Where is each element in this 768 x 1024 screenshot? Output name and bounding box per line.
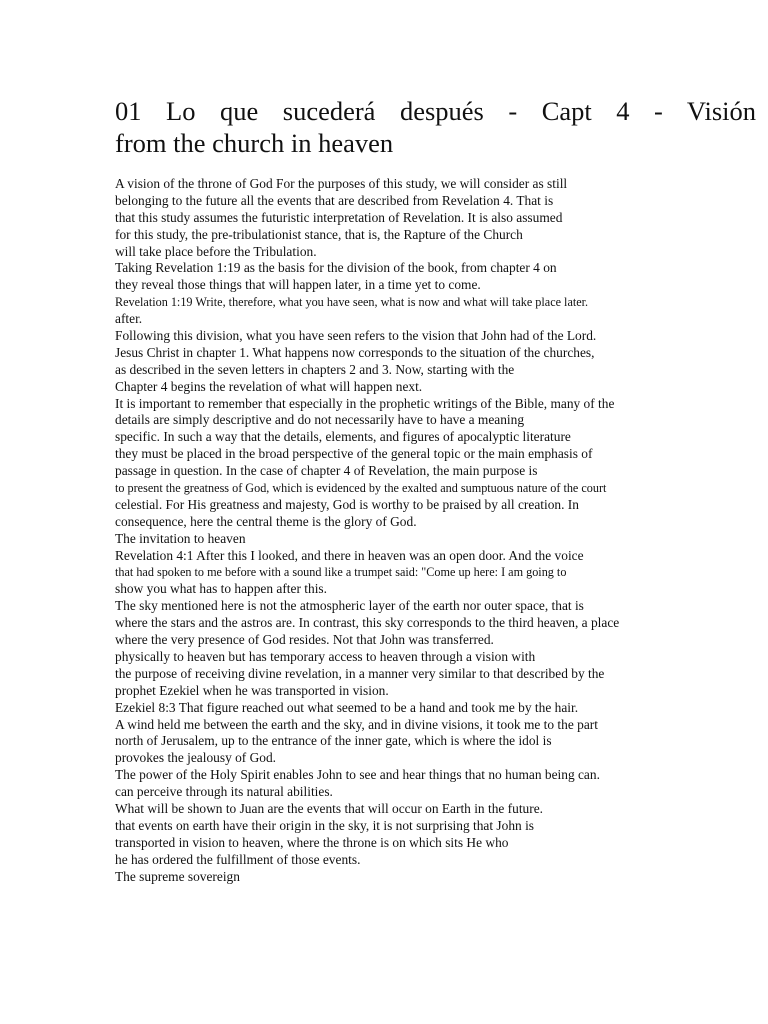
text-line: north of Jerusalem, up to the entrance of the inner gate, which is where the idol is (115, 733, 552, 749)
text-line: they must be placed in the broad perspective of the general topic or the main emphasis of (115, 446, 593, 462)
document-body (115, 176, 715, 885)
text-line: The power of the Holy Spirit enables John to see and hear things that no human being can. (115, 767, 600, 783)
text-line: What will be shown to Juan are the events that will occur on Earth in the future. (115, 800, 544, 816)
text-line: show you what has to happen after this. (115, 581, 327, 597)
text-line: he has ordered the fulfillment of those events. (115, 851, 361, 867)
text-line: transported in vision to heaven, where the throne is on which sits He who (115, 834, 509, 850)
text-line: Revelation 4:1 After this I looked, and there in heaven was an open door. And the voice (115, 547, 584, 563)
text-line: they reveal those things that will happen later, in a time yet to come. (115, 277, 481, 293)
text-line: the purpose of receiving divine revelation, in a manner very similar to that described by the (115, 665, 605, 681)
text-line: can perceive through its natural abilities. (115, 784, 333, 800)
text-line: The supreme sovereign (115, 868, 240, 884)
text-line: where the very presence of God resides. Not that John was transferred. (115, 632, 494, 648)
title-line: from the church in heaven (115, 128, 394, 158)
text-line: will take place before the Tribulation. (115, 243, 317, 259)
text-line: after. (115, 311, 143, 327)
text-line: Chapter 4 begins the revelation of what will happen next. (115, 378, 423, 394)
text-line: physically to heaven but has temporary access to heaven through a vision with (115, 648, 536, 664)
text-line: that had spoken to me before with a sound like a trumpet said: "Come up here: I am going to (115, 565, 567, 580)
text-line: prophet Ezekiel when he was transported in vision. (115, 682, 389, 698)
text-line: Following this division, what you have seen refers to the vision that John had of the Lord. (115, 328, 597, 344)
text-line: Revelation 1:19 Write, therefore, what you have seen, what is now and what will take place later. (115, 295, 589, 310)
page-title (115, 95, 756, 159)
text-line: for this study, the pre-tribulationist stance, that is, the Rapture of the Church (115, 226, 523, 242)
text-line: The invitation to heaven (115, 530, 246, 546)
text-line: that this study assumes the futuristic interpretation of Revelation. It is also assumed (115, 209, 563, 225)
text-line: as described in the seven letters in chapters 2 and 3. Now, starting with the (115, 361, 515, 377)
text-line: Ezekiel 8:3 That figure reached out what seemed to be a hand and took me by the hair. (115, 699, 579, 715)
text-line: celestial. For His greatness and majesty, God is worthy to be praised by all creation. In (115, 496, 579, 512)
text-line: provokes the jealousy of God. (115, 750, 277, 766)
text-line: A wind held me between the earth and the sky, and in divine visions, it took me to the part (115, 716, 598, 732)
text-line: The sky mentioned here is not the atmospheric layer of the earth nor outer space, that is (115, 598, 584, 614)
text-line: Taking Revelation 1:19 as the basis for the division of the book, from chapter 4 on (115, 260, 557, 276)
text-line: details are simply descriptive and do not necessarily have to have a meaning (115, 412, 525, 428)
text-line: where the stars and the astros are. In contrast, this sky corresponds to the third heaven, a place (115, 615, 620, 631)
title-line: 01 Lo que sucederá después - Capt 4 - Visión (115, 96, 756, 126)
text-line: It is important to remember that especially in the prophetic writings of the Bible, many of the (115, 395, 615, 411)
text-line: consequence, here the central theme is the glory of God. (115, 513, 417, 529)
text-line: Jesus Christ in chapter 1. What happens now corresponds to the situation of the churches, (115, 344, 595, 360)
text-line: to present the greatness of God, which is evidenced by the exalted and sumptuous nature of the court (115, 481, 607, 496)
text-line: passage in question. In the case of chapter 4 of Revelation, the main purpose is (115, 463, 538, 479)
text-line: that events on earth have their origin in the sky, it is not surprising that John is (115, 817, 535, 833)
text-line: A vision of the throne of God For the purposes of this study, we will consider as still (115, 176, 568, 191)
text-line: belonging to the future all the events that are described from Revelation 4. That is (115, 192, 554, 208)
text-line: specific. In such a way that the details, elements, and figures of apocalyptic literature (115, 429, 571, 445)
